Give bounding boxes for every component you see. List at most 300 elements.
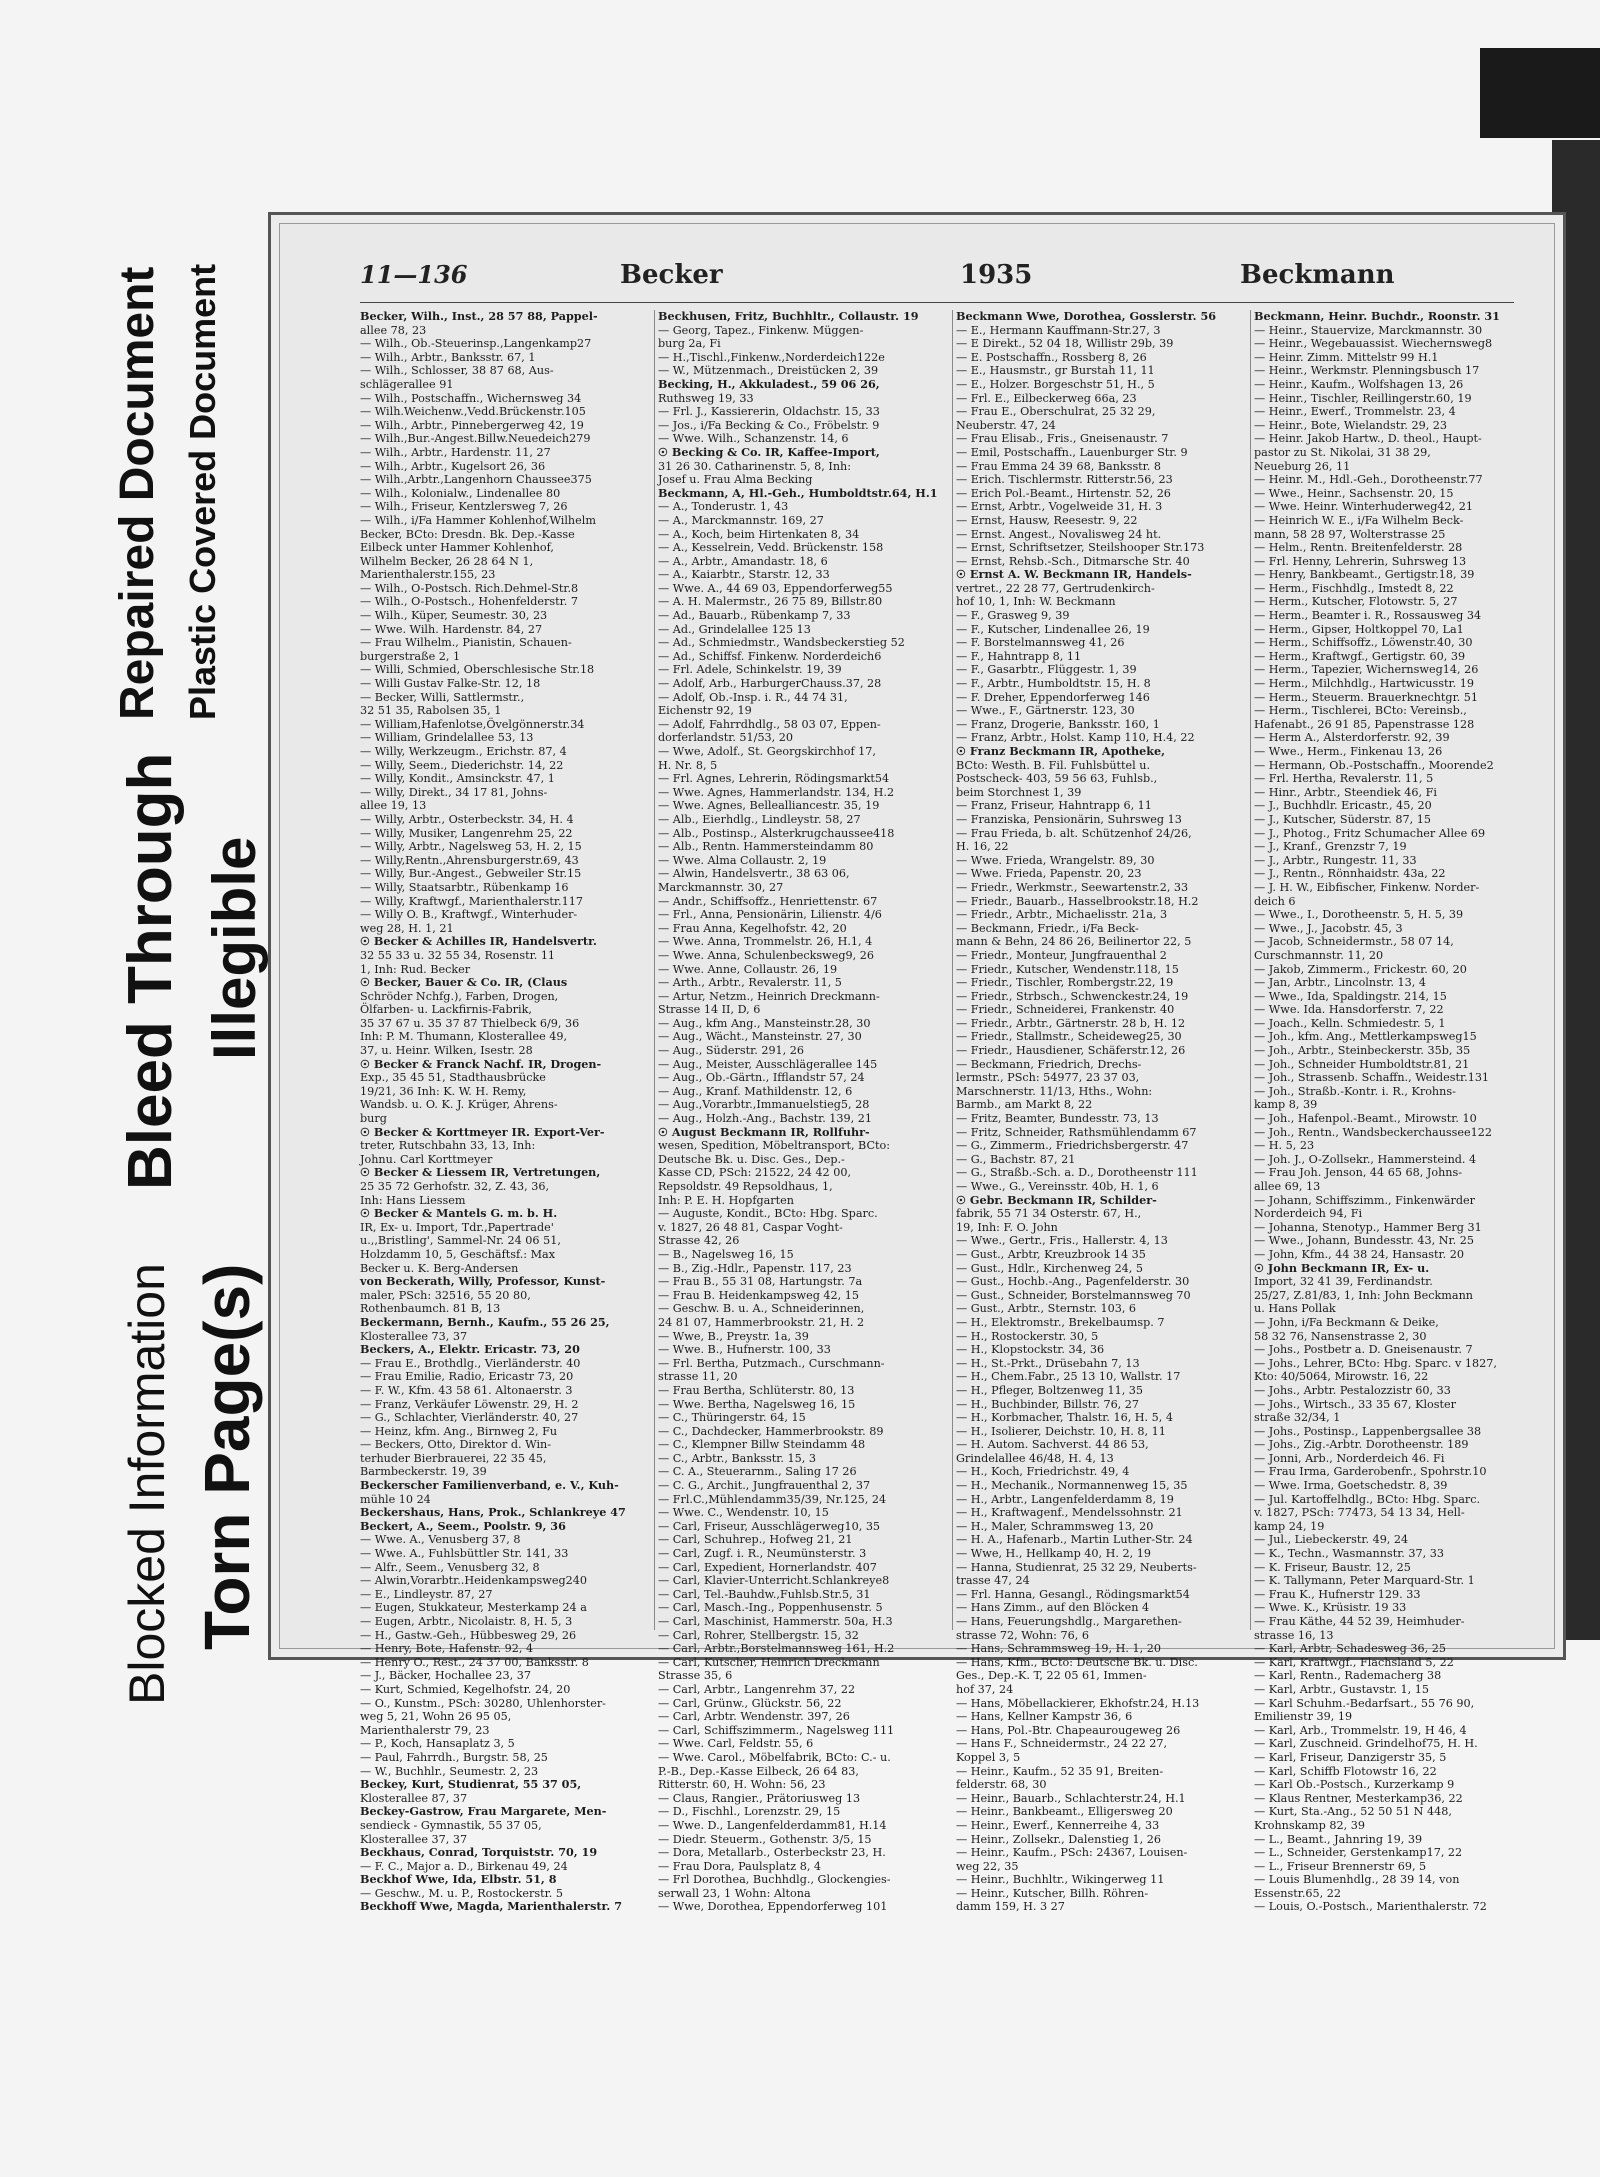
directory-entry-line: — Johs., Zig.-Arbtr. Dorotheenstr. 189 [1254,1438,1469,1452]
directory-entry-line: — Heinrich W. E., i/Fa Wilhelm Beck- [1254,513,1464,527]
directory-entry-line: beim Storchnest 1, 39 [956,785,1082,799]
directory-entry-line: — Klaus Rentner, Mesterkamp36, 22 [1254,1791,1463,1805]
directory-entry-line: — Frau Emma 24 39 68, Banksstr. 8 [956,459,1162,473]
directory-entry-line: — G., Zimmerm., Friedrichsbergerstr. 47 [956,1139,1189,1153]
directory-entry-line: — Beckmann, Friedr., i/Fa Beck- [956,921,1139,935]
directory-entry-line: — Joh. J., O-Zollsekr., Hammersteind. 4 [1254,1152,1477,1166]
directory-entry-line: — H., Koch, Friedrichstr. 49, 4 [956,1465,1130,1479]
directory-entry-line: — Wwe., I., Dorotheenstr. 5, H. 5, 39 [1254,908,1464,922]
directory-entry-line: — Carl, Expedient, Hornerlandstr. 407 [658,1560,877,1574]
directory-entry-line: Eichenstr 92, 19 [658,704,752,718]
directory-entry-line: — E., Hermann Kauffmann-Str.27, 3 [956,323,1161,337]
directory-entry-line: — Hans F., Schneidermstr., 24 22 27, [956,1737,1168,1751]
directory-entry-line: — Wwe. Anna, Trommelstr. 26, H.1, 4 [658,935,873,949]
directory-entry-line: — H., Buchbinder, Billstr. 76, 27 [956,1397,1140,1411]
directory-entry-line: — Willy, Arbtr., Osterbeckstr. 34, H. 4 [360,812,574,826]
directory-entry-line: — Gust., Hochb.-Ang., Pagenfelderstr. 30 [956,1275,1190,1289]
directory-entry-line: — Wwe, Dorothea, Eppendorferweg 101 [658,1900,888,1914]
directory-column-2 [658,309,946,1914]
directory-entry-line: Beckey, Kurt, Studienrat, 55 37 05, [360,1777,582,1792]
directory-entry-line: — Karl, Friseur, Danzigerstr 35, 5 [1254,1750,1447,1764]
directory-entry-line: — J., Bäcker, Hochallee 23, 37 [360,1669,531,1683]
directory-entry-line: — Frl. Henny, Lehrerin, Suhrsweg 13 [1254,554,1467,568]
directory-entry-line: — L., Beamt., Jahnring 19, 39 [1254,1832,1423,1846]
directory-entry-line: — Wwe. Frieda, Wrangelstr. 89, 30 [956,853,1155,867]
directory-entry-line: — Artur, Netzm., Heinrich Dreckmann- [658,989,880,1003]
directory-entry-line: — Wwe., Gertr., Fris., Hallerstr. 4, 13 [956,1234,1168,1248]
directory-entry-line: Wandsb. u. O. K. J. Krüger, Ahrens- [360,1098,558,1112]
directory-entry-line: — Heinr., Kaufm., PSch: 24367, Louisen- [956,1846,1188,1860]
directory-entry-line: ☉ Becker, Bauer & Co. IR, (Claus [360,975,568,990]
directory-entry-line: — Ernst. Angest., Novalisweg 24 ht. [956,527,1162,541]
directory-entry-line: schlägerallee 91 [360,377,454,391]
directory-entry-line: — Eugen, Arbtr., Nicolaistr. 8, H. 5, 3 [360,1615,573,1628]
directory-entry-line: — C., Thüringerstr. 64, 15 [658,1411,806,1425]
directory-entry-line: — Jul., Liebeckerstr. 49, 24 [1254,1533,1409,1547]
directory-entry-line: — F. W., Kfm. 43 58 61. Altonaerstr. 3 [360,1383,573,1397]
directory-entry-line: — Louis, O.-Postsch., Marienthalerstr. 72 [1254,1900,1487,1914]
directory-entry-line: Curschmannstr. 11, 20 [1254,948,1384,962]
directory-entry-line: — Fritz, Schneider, Rathsmühlendamm 67 [956,1125,1197,1139]
directory-entry-line: — Frl. Adele, Schinkelstr. 19, 39 [658,663,842,677]
directory-entry-line: — Wwe., Johann, Bundesstr. 43, Nr. 25 [1254,1234,1474,1248]
directory-entry-line: — F. Borstelmannsweg 41, 26 [956,636,1125,650]
directory-entry-line: — C. G., Archit., Jungfrauenthal 2, 37 [658,1479,871,1493]
column-divider [654,310,655,1630]
directory-entry-line: — H., Isolierer, Deichstr. 10, H. 8, 11 [956,1424,1166,1438]
directory-entry-line: Klosterallee 37, 37 [360,1832,468,1846]
scanner-edge-top [1480,48,1600,138]
directory-entry-line: — A., Koch, beim Hirtenkaten 8, 34 [658,527,860,541]
directory-entry-line: — E., Lindleystr. 87, 27 [360,1587,493,1601]
directory-entry-line: Hafenabt., 26 91 85, Papenstrasse 128 [1254,717,1475,731]
directory-entry-line: — Joach., Kelln. Schmiedestr. 5, 1 [1254,1016,1446,1030]
directory-entry-line: — Joh., Rentn., Wandsbeckerchaussee122 [1254,1125,1492,1139]
directory-entry-line: — Dora, Metallarb., Osterbeckstr 23, H. [658,1846,886,1860]
directory-entry-line: — Carl, Arbtr.,Borstelmannsweg 161, H.2 [658,1642,895,1656]
directory-entry-line: — Carl, Zugf. i. R., Neumünsterstr. 3 [658,1547,867,1561]
directory-entry-line: 32 51 35, Rabolsen 35, 1 [360,704,502,718]
directory-entry-line: mann, 58 28 97, Wolterstrasse 25 [1254,527,1446,541]
directory-entry-line: — Eugen, Stukkateur, Mesterkamp 24 a [360,1601,587,1615]
directory-entry-line: — E., Holzer. Borgeschstr 51, H., 5 [956,377,1155,391]
directory-entry-line: IR, Ex- u. Import, Tdr.,Papertrade' [360,1220,554,1234]
directory-entry-line: — Jonni, Arb., Norderdeich 46. Fi [1254,1451,1445,1465]
page-number: 11—136 [360,260,468,289]
directory-entry-line: — Alb., Eierhdlg., Lindleystr. 58, 27 [658,812,861,826]
directory-entry-line: — Frl. E., Eilbeckerweg 66a, 23 [956,391,1137,405]
directory-entry-line: v. 1827, 26 48 81, Caspar Voght- [658,1220,843,1234]
directory-entry-line: strasse 72, Wohn: 76, 6 [956,1628,1089,1642]
directory-entry-line: — Henry, Bote, Hafenstr. 92, 4 [360,1642,534,1656]
directory-entry-line: Deutsche Bk. u. Disc. Ges., Dep.- [658,1152,845,1166]
directory-entry-line: — Erich. Tischlermstr. Ritterstr.56, 23 [956,473,1173,487]
directory-entry-line: — Ernst, Schriftsetzer, Steilshooper Str.173 [956,541,1205,555]
directory-entry-line: — Herm., Gipser, Holtkoppel 70, La1 [1254,622,1464,636]
directory-entry-line: — Wwe. C., Wendenstr. 10, 15 [658,1506,829,1520]
directory-entry-line: — John, Kfm., 44 38 24, Hansastr. 20 [1254,1247,1464,1261]
directory-entry-line: — H., Gastw.-Geh., Hübbesweg 29, 26 [360,1628,577,1642]
directory-entry-line: — Claus, Rangier., Prätoriusweg 13 [658,1791,861,1805]
directory-entry-line: — Wwe., Herm., Finkenau 13, 26 [1254,745,1443,758]
directory-entry-line: — G., Schlachter, Vierländerstr. 40, 27 [360,1411,579,1425]
directory-entry-line: — Alb., Postinsp., Alsterkrugchaussee418 [658,826,895,840]
directory-entry-line: — William,Hafenlotse,Övelgönnerstr.34 [360,717,585,731]
directory-entry-line: — Aug.,Vorarbtr.,Immanuelstieg5, 28 [658,1098,870,1112]
directory-entry-line: — Jan, Arbtr., Lincolnstr. 13, 4 [1254,976,1427,990]
directory-entry-line: — Aug., Kranf. Mathildenstr. 12, 6 [658,1084,853,1098]
directory-entry-line: — Wwe. D., Langenfelderdamm81, H.14 [658,1818,887,1832]
directory-entry-line: — Willy,Rentn.,Ahrensburgerstr.69, 43 [360,853,579,867]
directory-entry-line: H. Nr. 8, 5 [658,758,718,772]
directory-entry-line: — Wilh., Arbtr., Kugelsort 26, 36 [360,459,546,473]
directory-entry-line: Beckhoff Wwe, Magda, Marienthalerstr. 7 [360,1899,622,1914]
directory-entry-line: — Wwe. Irma, Goetschedstr. 8, 39 [1254,1479,1448,1493]
directory-entry-line: — J., Kranf., Grenzstr 7, 19 [1254,840,1407,854]
directory-entry-line: 25 35 72 Gerhofstr. 32, Z. 43, 36, [360,1180,550,1193]
directory-entry-line: fabrik, 55 71 34 Osterstr. 67, H., [956,1207,1142,1221]
directory-entry-line: — Frau Emilie, Radio, Ericastr 73, 20 [360,1370,574,1384]
directory-entry-line: — Hans, Pol.-Btr. Chapeaurougeweg 26 [956,1723,1181,1737]
directory-entry-line: — Friedr., Bauarb., Hasselbrookstr.18, H.2 [956,894,1199,908]
directory-entry-line: — Frau Dora, Paulsplatz 8, 4 [658,1859,822,1873]
directory-entry-line: serwall 23, 1 Wohn: Altona [658,1886,811,1900]
directory-entry-line: — Louis Blumenhdlg., 28 39 14, von [1254,1873,1460,1887]
directory-entry-line: — Frau Wilhelm., Pianistin, Schauen- [360,636,572,650]
directory-entry-line: felderstr. 68, 30 [956,1778,1047,1792]
directory-entry-line: Beckey-Gastrow, Frau Margarete, Men- [360,1804,607,1819]
directory-entry-line: Beckhusen, Fritz, Buchhltr., Collaustr. 19 [658,309,919,323]
directory-entry-line: BCto: Westh. B. Fil. Fuhlsbüttel u. [956,758,1151,772]
directory-entry-line: — J., Kutscher, Süderstr. 87, 15 [1254,812,1431,826]
directory-entry-line: — Friedr., Werkmstr., Seewartenstr.2, 33 [956,880,1189,894]
directory-entry-line: — Wilh., Friseur, Kentzlersweg 7, 26 [360,500,568,514]
directory-entry-line: — Hans, Schrammsweg 19, H. 1, 20 [956,1642,1161,1656]
directory-entry-line: damm 159, H. 3 27 [956,1900,1065,1914]
directory-entry-line: — Willi Gustav Falke-Str. 12, 18 [360,677,541,691]
directory-entry-line: — Carl, Arbtr. Wendenstr. 397, 26 [658,1710,850,1724]
directory-entry-line: — Hans Zimm., auf den Blöcken 4 [956,1601,1150,1615]
column-divider [1250,310,1251,1630]
directory-entry-line: — F. C., Major a. D., Birkenau 49, 24 [360,1859,568,1873]
page-inner [279,223,1555,1914]
directory-entry-line: — Wilh., Arbtr., Hardenstr. 11, 27 [360,445,551,459]
directory-entry-line: — H., Klopstockstr. 34, 36 [956,1343,1105,1357]
header-first-entry: Becker [620,260,723,290]
label-blocked-information: Blocked Information [119,1263,175,1705]
directory-entry-line: — Johs., Postbetr a. D. Gneisenaustr. 7 [1254,1343,1473,1357]
directory-entry-line: — Beckmann, Friedrich, Drechs- [956,1057,1142,1071]
directory-entry-line: — Frau K., Hufnerstr 129. 33 [1254,1587,1421,1601]
directory-entry-line: — H., Kraftwagenf., Mendelssohnstr. 21 [956,1506,1183,1520]
directory-entry-line: — Aug., Süderstr. 291, 26 [658,1044,805,1058]
directory-entry-line: Eilbeck unter Hammer Kohlenhof, [360,541,554,555]
directory-entry-line: Kasse CD, PSch: 21522, 24 42 00, [658,1166,851,1180]
directory-entry-line: — Friedr., Kutscher, Wendenstr.118, 15 [956,962,1179,976]
directory-entry-line: Inh: Hans Liessem [360,1193,466,1207]
directory-entry-line: — Wwe, Adolf., St. Georgskirchhof 17, [658,745,876,758]
directory-entry-line: — Wilh.Weichenw.,Vedd.Brückenstr.105 [360,405,586,419]
directory-entry-line: — Alwin,Vorarbtr..Heidenkampsweg240 [360,1574,587,1588]
directory-entry-line: — A., Arbtr., Amandastr. 18, 6 [658,554,828,568]
directory-entry-line: — Wwe, H., Hellkamp 40, H. 2, 19 [956,1547,1151,1561]
directory-entry-line: — Frau Anna, Kegelhofstr. 42, 20 [658,921,847,935]
directory-entry-line: — Karl, Schiffb Flotowstr 16, 22 [1254,1764,1437,1778]
directory-entry-line: — Wwe, B., Preystr. 1a, 39 [658,1329,809,1343]
directory-entry-line: — Heinr., Kaufm., 52 35 91, Breiten- [956,1764,1164,1778]
directory-entry-line: Johnu. Carl Korttmeyer [360,1152,493,1166]
directory-entry-line: — Frau Bertha, Schlüterstr. 80, 13 [658,1383,855,1397]
directory-entry-line: Neueburg 26, 11 [1254,459,1351,473]
directory-entry-line: — H.,Tischl.,Finkenw.,Norderdeich122e [658,350,885,364]
directory-entry-line: — Frau Frieda, b. alt. Schützenhof 24/26, [956,826,1192,840]
directory-entry-line: — Wilh., Arbtr., Banksstr. 67, 1 [360,350,536,364]
directory-entry-line: Inh: P. M. Thumann, Klosterallee 49, [360,1030,568,1044]
directory-entry-line: — John, i/Fa Beckmann & Deike, [1254,1315,1439,1329]
directory-entry-line: — Henry O., Rest., 24 37 00, Banksstr. 8 [360,1655,589,1669]
directory-entry-line: — Willy, Kraftwgf., Marienthalerstr.117 [360,894,583,908]
directory-entry-line: — Frau E., Oberschulrat, 25 32 29, [956,405,1156,419]
directory-entry-line: — Heinr., Werkmstr. Plenningsbusch 17 [1254,364,1480,378]
directory-entry-line: — Wilh.,Bur.-Angest.Billw.Neuedeich279 [360,432,591,446]
directory-entry-line: — Adolf, Fahrrdhdlg., 58 03 07, Eppen- [658,717,881,731]
directory-entry-line: weg 22, 35 [956,1859,1019,1873]
directory-entry-line: — Heinr. Zimm. Mittelstr 99 H.1 [1254,350,1439,364]
directory-entry-line: Strasse 35, 6 [658,1669,733,1683]
directory-entry-line: — Friedr., Stallmstr., Scheideweg25, 30 [956,1030,1182,1044]
directory-entry-line: — Willy, Werkzeugm., Erichstr. 87, 4 [360,745,567,758]
directory-entry-line: — Heinr., Bote, Wielandstr. 29, 23 [1254,418,1448,432]
directory-entry-line: — Carl, Friseur, Ausschlägerweg10, 35 [658,1519,881,1533]
directory-entry-line: — Andr., Schiffsoffz., Henriettenstr. 67 [658,894,878,908]
directory-entry-line: — Heinr., Tischler, Reillingerstr.60, 19 [1254,391,1472,405]
label-repaired-document: Repaired Document [111,266,164,720]
directory-entry-line: Inh: P. E. H. Hopfgarten [658,1193,794,1207]
directory-entry-line: — H., Maler, Schrammsweg 13, 20 [956,1519,1154,1533]
directory-entry-line: — Karl, Zuschneid. Grindelhof75, H. H. [1254,1737,1478,1751]
directory-entry-line: Grindelallee 46/48, H. 4, 13 [956,1451,1114,1465]
directory-entry-line: — Emil, Postschaffn., Lauenburger Str. 9 [956,445,1188,459]
directory-entry-line: — Jos., i/Fa Becking & Co., Fröbelstr. 9 [658,418,880,432]
directory-entry-line: — Hermann, Ob.-Postschaffn., Moorende2 [1254,758,1494,772]
directory-entry-line: — Wwe. Bertha, Nagelsweg 16, 15 [658,1397,856,1411]
directory-entry-line: 19/21, 36 Inh: K. W. H. Remy, [360,1084,527,1098]
directory-entry-line: — H., Rostockerstr. 30, 5 [956,1329,1099,1343]
directory-entry-line: hof 10, 1, Inh: W. Beckmann [956,595,1116,609]
directory-entry-line: maler, PSch: 32516, 55 20 80, [360,1288,531,1302]
directory-entry-line: — Fritz, Beamter, Bundesstr. 73, 13 [956,1112,1159,1126]
directory-entry-line: ☉ Ernst A. W. Beckmann IR, Handels- [956,567,1192,582]
directory-entry-line: — Ernst, Rehsb.-Sch., Ditmarsche Str. 40 [956,554,1190,568]
directory-entry-line: — Wilh., i/Fa Hammer Kohlenhof,Wilhelm [360,513,596,527]
directory-entry-line: — Wwe. A., Venusberg 37, 8 [360,1533,521,1547]
directory-entry-line: — Gust., Hdlr., Kirchenweg 24, 5 [956,1261,1144,1275]
directory-entry-line: — Karl Ob.-Postsch., Kurzerkamp 9 [1254,1778,1455,1792]
directory-entry-line: — Carl, Schiffszimmerm., Nagelsweg 111 [658,1723,895,1737]
directory-entry-line: — A., Tonderustr. 1, 43 [658,500,789,514]
directory-entry-line: — H., St.-Prkt., Drüsebahn 7, 13 [956,1356,1140,1370]
directory-entry-line: — Heinr., Zollsekr., Dalenstieg 1, 26 [956,1832,1161,1846]
directory-entry-line: — Wwe. Wilh. Hardenstr. 84, 27 [360,622,543,636]
directory-entry-line: — Wwe. Carl, Feldstr. 55, 6 [658,1737,814,1751]
directory-entry-line: — Aug., kfm Ang., Mansteinstr.28, 30 [658,1016,871,1030]
directory-entry-line: Beckmann Wwe, Dorothea, Gosslerstr. 56 [956,309,1217,323]
directory-entry-line: — Ad., Schiffsf. Finkenw. Norderdeich6 [658,649,882,663]
directory-entry-line: P.-B., Dep.-Kasse Eilbeck, 26 64 83, [658,1764,859,1778]
directory-entry-line: 24 81 07, Hammerbrookstr. 21, H. 2 [658,1315,865,1329]
directory-entry-line: — Ernst, Arbtr., Vogelweide 31, H. 3 [956,500,1163,514]
directory-entry-line: — Alwin, Handelsvertr., 38 63 06, [658,867,850,881]
directory-entry-line: — Franz, Arbtr., Holst. Kamp 110, H.4, 22 [956,731,1195,745]
directory-entry-line: — Frau B. Heidenkampsweg 42, 15 [658,1288,860,1302]
directory-entry-line: — Joh., Arbtr., Steinbeckerstr. 35b, 35 [1254,1044,1471,1058]
directory-entry-line: — P., Koch, Hansaplatz 3, 5 [360,1737,515,1751]
directory-entry-line: kamp 24, 19 [1254,1519,1325,1533]
directory-entry-line: lermstr., PSch: 54977, 23 37 03, [956,1071,1140,1085]
directory-entry-line: — Heinr., Kutscher, Billh. Röhren- [956,1886,1149,1900]
directory-entry-line: — Kurt, Schmied, Kegelhofstr. 24, 20 [360,1682,571,1696]
directory-entry-line: — D., Fischhl., Lorenzstr. 29, 15 [658,1805,841,1819]
directory-entry-line: trasse 47, 24 [956,1574,1030,1588]
directory-entry-line: weg 28, H. 1, 21 [360,921,454,935]
directory-entry-line: allee 19, 13 [360,799,427,813]
directory-entry-line: — Wilh., Arbtr., Pinnebergerweg 42, 19 [360,418,584,432]
directory-entry-line: — F. Dreher, Eppendorferweg 146 [956,690,1150,704]
directory-entry-line: ☉ Gebr. Beckmann IR, Schilder- [956,1192,1157,1207]
directory-entry-line: — Heinr. Jakob Hartw., D. theol., Haupt- [1254,432,1482,446]
label-plastic-covered-document: Plastic Covered Document [182,263,223,720]
directory-entry-line: — Willy, Bur.-Angest., Gebweiler Str.15 [360,867,582,881]
directory-entry-line: — Helm., Rentn. Breitenfelderstr. 28 [1254,541,1463,555]
directory-entry-line: — Willy, Staatsarbtr., Rübenkamp 16 [360,880,569,894]
directory-entry-line: mann & Behn, 24 86 26, Beilinertor 22, 5 [956,935,1192,949]
directory-entry-line: — G., Straßb.-Sch. a. D., Dorotheenstr 111 [956,1166,1198,1180]
directory-entry-line: Beckhof Wwe, Ida, Elbstr. 51, 8 [360,1872,557,1887]
label-illegible: Illegible [201,836,268,1060]
directory-entry-line: strasse 16, 13 [1254,1628,1334,1642]
directory-entry-line: — A., Kaiarbtr., Starstr. 12, 33 [658,568,830,582]
directory-entry-line: Klosterallee 87, 37 [360,1791,468,1805]
directory-entry-line: Exp., 35 45 51, Stadthausbrücke [360,1071,546,1085]
directory-entry-line: — Wwe. Anna, Schulenbecksweg9, 26 [658,948,874,962]
directory-entry-line: — Heinr., Kaufm., Wolfshagen 13, 26 [1254,377,1464,391]
directory-entry-line: vertret., 22 28 77, Gertrudenkirch- [956,581,1155,595]
directory-entry-line: — H., Pfleger, Boltzenweg 11, 35 [956,1383,1144,1397]
directory-entry-line: — A. H. Malermstr., 26 75 89, Billstr.80 [658,595,883,609]
directory-entry-line: Becker u. K. Berg-Andersen [360,1261,519,1275]
directory-entry-line: Beckmann, A, Hl.-Geh., Humboldtstr.64, H.1 [658,485,938,500]
directory-entry-line: Rothenbaumch. 81 B, 13 [360,1302,501,1316]
directory-entry-line: — B., Zig.-Hdlr., Papenstr. 117, 23 [658,1261,852,1275]
directory-entry-line: — Heinr., Stauervize, Marckmannstr. 30 [1254,323,1483,337]
directory-entry-line: — Wwe. A., Fuhlsbüttler Str. 141, 33 [360,1547,569,1561]
directory-entry-line: Beckermann, Bernh., Kaufm., 55 26 25, [360,1314,610,1329]
directory-entry-line: mühle 10 24 [360,1492,431,1506]
directory-entry-line: — Wilh., O-Postsch., Hohenfelderstr. 7 [360,595,578,609]
directory-entry-line: — J., Buchhdlr. Ericastr., 45, 20 [1254,799,1432,813]
directory-entry-line: allee 69, 13 [1254,1180,1321,1193]
directory-entry-line: Beckmann, Heinr. Buchdr., Roonstr. 31 [1254,309,1500,323]
directory-entry-line: — Wilh., Kolonialw., Lindenallee 80 [360,486,561,500]
directory-entry-line: Strasse 42, 26 [658,1234,740,1248]
directory-entry-line: — H., Chem.Fabr., 25 13 10, Wallstr. 17 [956,1370,1181,1384]
directory-entry-line: — Willy, Direkt., 34 17 81, Johns- [360,785,548,799]
directory-entry-line: ☉ Becker & Franck Nachf. IR, Drogen- [360,1056,602,1071]
label-bleed-through: Bleed Through [116,752,185,1190]
directory-entry-line: — Adolf, Arb., HarburgerChauss.37, 28 [658,677,882,691]
directory-entry-line: — C., Arbtr., Banksstr. 15, 3 [658,1451,816,1465]
directory-entry-line: — Aug., Holzh.-Ang., Bachstr. 139, 21 [658,1112,873,1126]
directory-entry-line: — Heinr., Bankbeamt., Elligersweg 20 [956,1805,1173,1819]
directory-entry-line: — Aug., Meister, Ausschlägerallee 145 [658,1057,878,1071]
directory-entry-line: 32 55 33 u. 32 55 34, Rosenstr. 11 [360,948,556,962]
directory-entry-line: — Frl. Bertha, Putzmach., Curschmann- [658,1356,885,1370]
directory-entry-line: — Jacob, Schneidermstr., 58 07 14, [1254,935,1454,949]
directory-entry-line: ☉ Franz Beckmann IR, Apotheke, [956,744,1166,758]
directory-entry-line: deich 6 [1254,894,1296,908]
directory-entry-line: — H., Elektromstr., Brekelbaumsp. 7 [956,1315,1165,1329]
directory-entry-line: kamp 8, 39 [1254,1098,1318,1112]
directory-entry-line: — Joh., Hafenpol.-Beamt., Mirowstr. 10 [1254,1112,1477,1126]
directory-entry-line: Ritterstr. 60, H. Wohn: 56, 23 [658,1778,826,1792]
directory-entry-line: Krohnskamp 82, 39 [1254,1818,1365,1832]
directory-entry-line: — Friedr., Arbtr., Gärtnerstr. 28 b, H. 12 [956,1016,1186,1030]
directory-entry-line: — Frl. Agnes, Lehrerin, Rödingsmarkt54 [658,772,890,786]
directory-entry-line: — Wwe. K., Krüsistr. 19 33 [1254,1601,1407,1615]
directory-entry-line: — Erich Pol.-Beamt., Hirtenstr. 52, 26 [956,486,1171,500]
directory-entry-line: — Friedr., Tischler, Rombergstr.22, 19 [956,976,1174,990]
directory-entry-line: — Friedr., Arbtr., Michaelisstr. 21a, 3 [956,908,1168,922]
directory-entry-line: — Frau Käthe, 44 52 39, Heimhuder- [1254,1615,1465,1628]
directory-entry-line: Marschnerstr. 11/13, Hths., Wohn: [956,1084,1153,1098]
directory-entry-line: v. 1827, PSch: 77473, 54 13 34, Hell- [1254,1506,1465,1520]
directory-entry-line: — Frau Joh. Jenson, 44 65 68, Johns- [1254,1166,1463,1180]
directory-entry-line: — Wwe. Carol., Möbelfabrik, BCto: C.- u. [658,1750,891,1764]
scanned-page [268,212,1566,1914]
directory-entry-line: Schröder Nchfg.), Farben, Drogen, [360,989,559,1003]
header-last-entry: Beckmann [1240,260,1395,290]
directory-entry-line: — Henry, Bankbeamt., Gertigstr.18, 39 [1254,568,1475,582]
directory-entry-line: ☉ August Beckmann IR, Rollfuhr- [658,1124,870,1139]
directory-entry-line: — Johanna, Stenotyp., Hammer Berg 31 [1254,1220,1482,1234]
directory-entry-line: — Frl. Hanna, Gesangl., Rödingsmarkt54 [956,1587,1190,1601]
directory-entry-line: — Jakob, Zimmerm., Frickestr. 60, 20 [1254,962,1467,976]
directory-entry-line: dorferlandstr. 51/53, 20 [658,731,794,745]
directory-entry-line: — Herm., Kraftwgf., Gertigstr. 60, 39 [1254,649,1466,663]
directory-entry-line: — Hanna, Studienrat, 25 32 29, Neuberts- [956,1560,1197,1574]
directory-entry-line: — Wwe. Anne, Collaustr. 26, 19 [658,962,838,976]
directory-entry-line: — Carl, Rohrer, Stellbergstr. 15, 32 [658,1628,859,1642]
directory-entry-line: — F., Gasarbtr., Flüggestr. 1, 39 [956,663,1137,677]
directory-entry-line: Wilhelm Becker, 26 28 64 N 1, [360,554,534,568]
directory-entry-line: — Alb., Rentn. Hammersteindamm 80 [658,840,874,854]
directory-entry-line: ☉ Becking & Co. IR, Kaffee-Import, [658,444,880,459]
directory-entry-line: 37, u. Heinr. Wilken, Isestr. 28 [360,1044,533,1058]
directory-entry-line: — Willy, Arbtr., Nagelsweg 53, H. 2, 15 [360,840,582,854]
directory-entry-line: Beckers, A., Elektr. Ericastr. 73, 20 [360,1342,580,1357]
directory-entry-line: — Diedr. Steuerm., Gothenstr. 3/5, 15 [658,1832,872,1846]
directory-entry-line: — F., Grasweg 9, 39 [956,609,1070,623]
directory-entry-line: — Becker, Willi, Sattlermstr., [360,690,525,704]
directory-entry-line: — Johs., Postinsp., Lappenbergsallee 38 [1254,1424,1482,1438]
directory-entry-line: — F., Kutscher, Lindenallee 26, 19 [956,622,1150,636]
directory-entry-line: — Herm., Beamter i. R., Rossausweg 34 [1254,609,1482,623]
directory-entry-line: — K. Tallymann, Peter Marquard-Str. 1 [1254,1574,1475,1588]
directory-entry-line: — Hinr., Arbtr., Steendiek 46, Fi [1254,785,1437,799]
directory-entry-line: — E. Postschaffn., Rossberg 8, 26 [956,350,1147,364]
directory-entry-line: — H., Arbtr., Langenfelderdamm 8, 19 [956,1492,1174,1506]
directory-entry-line: — Herm., Kutscher, Flotowstr. 5, 27 [1254,595,1458,609]
